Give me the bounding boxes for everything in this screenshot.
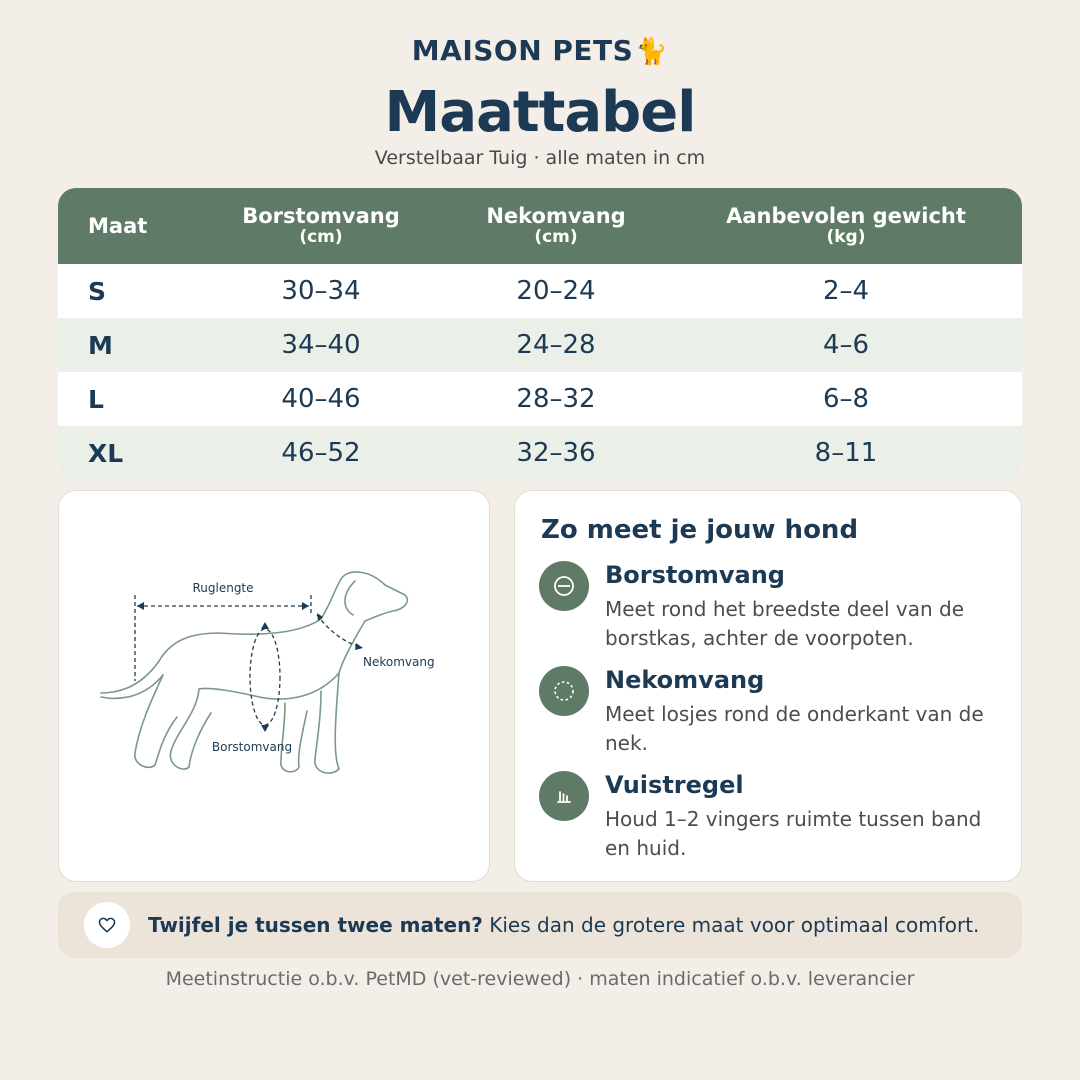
neck-cell: 24–28 (516, 330, 596, 360)
chest-cell: 40–46 (281, 384, 361, 414)
heart-icon (84, 902, 130, 948)
column-header-neck: Nekomvang (cm) (486, 204, 626, 248)
guide-text: Meet rond het breedste deel van de borstkas, achter de voorpoten. (605, 597, 965, 650)
tip-banner (58, 892, 1022, 958)
column-header-size: Maat (88, 213, 148, 238)
neck-cell: 28–32 (516, 384, 596, 414)
weight-cell: 2–4 (822, 276, 870, 306)
size-cell: XL (88, 438, 124, 468)
column-header-chest: Borstomvang (cm) (242, 204, 400, 248)
chest-cell: 34–40 (281, 330, 361, 360)
brand-name: MAISON PETS (411, 34, 634, 67)
tip-text: Twijfel je tussen twee maten? Kies dan de grotere maat voor optimaal comfort. (148, 913, 980, 937)
neck-cell: 20–24 (516, 276, 596, 306)
guide-title: Zo meet je jouw hond (541, 515, 859, 545)
neck-dotted-circle-icon (539, 666, 589, 716)
page-title: Maattabel (384, 80, 696, 145)
table-header (58, 188, 1022, 264)
back-length-label: Ruglengte (192, 581, 254, 595)
cat-icon: 🐈 (635, 37, 669, 67)
guide-heading: Borstomvang (605, 561, 785, 589)
weight-cell: 6–8 (822, 384, 870, 414)
size-cell: L (88, 384, 104, 414)
weight-cell: 4–6 (822, 330, 870, 360)
fingers-icon (539, 771, 589, 821)
guide-text: Houd 1–2 vingers ruimte tussen band en huid. (605, 807, 982, 860)
table-row (58, 426, 1022, 480)
guide-item-rule (539, 771, 1009, 871)
guide-heading: Nekomvang (605, 666, 765, 694)
measure-guide-card (514, 490, 1022, 882)
chest-label: Borstomvang (211, 740, 293, 754)
chest-cell: 46–52 (281, 438, 361, 468)
table-row (58, 372, 1022, 426)
guide-text: Meet losjes rond de onderkant van de nek. (605, 702, 984, 755)
page-subtitle: Verstelbaar Tuig · alle maten in cm (374, 147, 706, 169)
footer-note: Meetinstructie o.b.v. PetMD (vet-reviewed) · maten indicatief o.b.v. leverancier (165, 968, 915, 990)
guide-item-chest (539, 561, 1009, 661)
chest-circle-icon (539, 561, 589, 611)
size-cell: M (88, 330, 113, 360)
neck-cell: 32–36 (516, 438, 596, 468)
dog-outline-icon (59, 491, 491, 883)
weight-cell: 8–11 (814, 438, 878, 468)
chest-cell: 30–34 (281, 276, 361, 306)
size-cell: S (88, 276, 107, 306)
column-header-weight: Aanbevolen gewicht (kg) (726, 204, 966, 248)
guide-heading: Vuistregel (605, 771, 744, 799)
neck-label: Nekomvang (363, 655, 435, 669)
dog-measurement-illustration (58, 490, 490, 882)
size-table (58, 188, 1022, 480)
guide-item-neck (539, 666, 1009, 766)
brand-logo (0, 34, 1080, 67)
table-row (58, 318, 1022, 372)
table-row (58, 264, 1022, 318)
